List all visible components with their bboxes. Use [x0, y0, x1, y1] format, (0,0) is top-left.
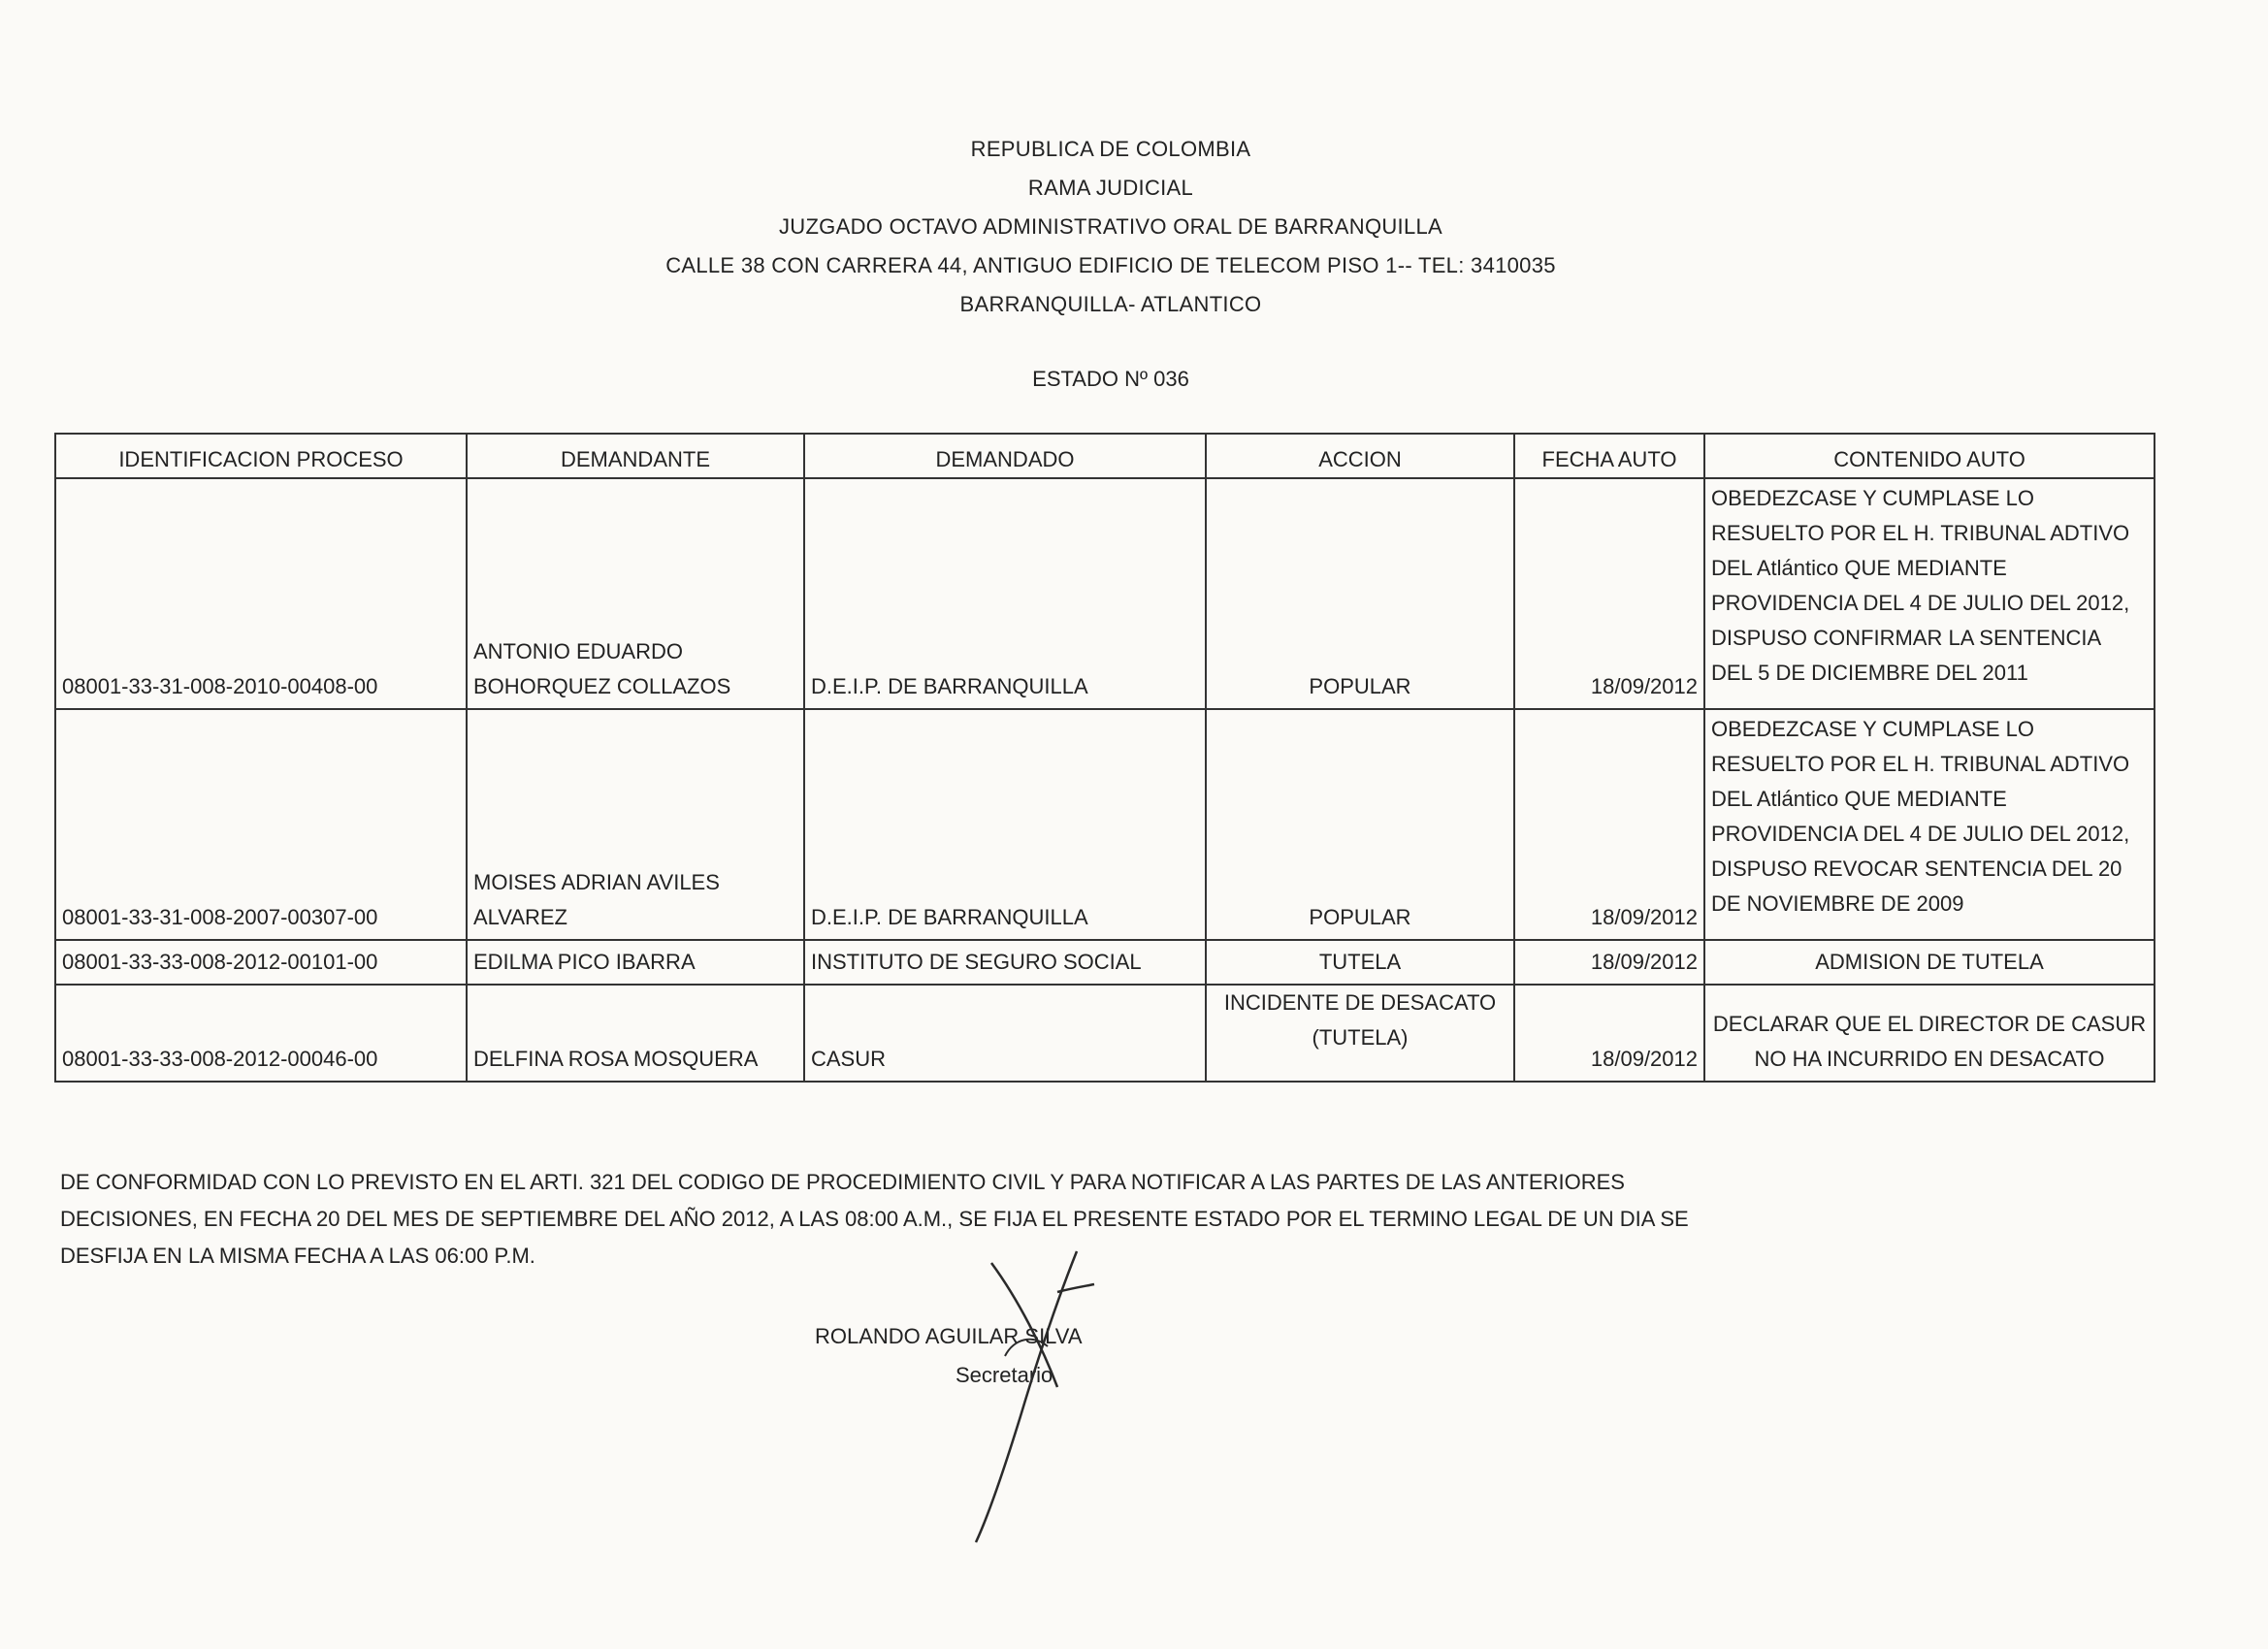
notice-line-3: DESFIJA EN LA MISMA FECHA A LAS 06:00 P.M.: [60, 1244, 535, 1268]
cell-contenido: ADMISION DE TUTELA: [1704, 940, 2155, 985]
handwritten-signature: [912, 1242, 1145, 1552]
col-header-demandante: DEMANDANTE: [467, 434, 804, 478]
estado-number: ESTADO Nº 036: [1032, 367, 1189, 391]
cell-fecha: 18/09/2012: [1514, 709, 1704, 940]
notice-line-1: DE CONFORMIDAD CON LO PREVISTO EN EL ARTI. 321 DEL CODIGO DE PROCEDIMIENTO CIVIL Y PARA NOTIFICAR A LAS PARTES DE LAS ANTERIORES: [60, 1170, 1625, 1194]
cell-fecha: 18/09/2012: [1514, 985, 1704, 1082]
cell-demandado: D.E.I.P. DE BARRANQUILLA: [804, 478, 1206, 709]
cell-contenido: OBEDEZCASE Y CUMPLASE LO RESUELTO POR EL H. TRIBUNAL ADTIVO DEL Atlántico QUE MEDIANTE PROVIDENCIA DEL 4 DE JULIO DEL 2012, DISPUSO REVOCAR SENTENCIA DEL 20 DE NOVIEMBRE DE 2009: [1704, 709, 2155, 940]
col-header-identificacion: IDENTIFICACION PROCESO: [55, 434, 467, 478]
cell-demandado: INSTITUTO DE SEGURO SOCIAL: [804, 940, 1206, 985]
cell-identificacion: 08001-33-33-008-2012-00101-00: [55, 940, 467, 985]
cell-demandante: EDILMA PICO IBARRA: [467, 940, 804, 985]
cell-contenido: DECLARAR QUE EL DIRECTOR DE CASUR NO HA INCURRIDO EN DESACATO: [1704, 985, 2155, 1082]
table-row: [55, 985, 2155, 1082]
cell-accion: POPULAR: [1206, 478, 1514, 709]
header-country: REPUBLICA DE COLOMBIA: [970, 137, 1251, 161]
header-court: JUZGADO OCTAVO ADMINISTRATIVO ORAL DE BARRANQUILLA: [778, 214, 1443, 239]
signer-role: Secretario: [956, 1363, 1053, 1387]
cell-accion: INCIDENTE DE DESACATO (TUTELA): [1206, 985, 1514, 1082]
document-header: [0, 130, 2221, 324]
table-row: [55, 940, 2155, 985]
cell-identificacion: 08001-33-31-008-2007-00307-00: [55, 709, 467, 940]
col-header-demandado: DEMANDADO: [804, 434, 1206, 478]
table-row: [55, 709, 2155, 940]
table-row: [55, 478, 2155, 709]
header-city: BARRANQUILLA- ATLANTICO: [959, 292, 1262, 316]
col-header-fecha: FECHA AUTO: [1514, 434, 1704, 478]
cell-demandado: CASUR: [804, 985, 1206, 1082]
cell-fecha: 18/09/2012: [1514, 940, 1704, 985]
cell-fecha: 18/09/2012: [1514, 478, 1704, 709]
cell-accion: POPULAR: [1206, 709, 1514, 940]
header-address: CALLE 38 CON CARRERA 44, ANTIGUO EDIFICIO DE TELECOM PISO 1-- TEL: 3410035: [665, 253, 1556, 277]
cell-demandante: DELFINA ROSA MOSQUERA: [467, 985, 804, 1082]
header-branch: RAMA JUDICIAL: [1027, 176, 1194, 200]
signer-name: ROLANDO AGUILAR SILVA: [815, 1324, 1083, 1348]
cell-accion: TUTELA: [1206, 940, 1514, 985]
cell-demandante: MOISES ADRIAN AVILES ALVAREZ: [467, 709, 804, 940]
col-header-accion: ACCION: [1206, 434, 1514, 478]
cell-demandado: D.E.I.P. DE BARRANQUILLA: [804, 709, 1206, 940]
cell-identificacion: 08001-33-33-008-2012-00046-00: [55, 985, 467, 1082]
cell-identificacion: 08001-33-31-008-2010-00408-00: [55, 478, 467, 709]
col-header-contenido: CONTENIDO AUTO: [1704, 434, 2155, 478]
table-header-row: [55, 434, 2155, 478]
estado-table: [54, 433, 2155, 1083]
cell-contenido: OBEDEZCASE Y CUMPLASE LO RESUELTO POR EL H. TRIBUNAL ADTIVO DEL Atlántico QUE MEDIANTE PROVIDENCIA DEL 4 DE JULIO DEL 2012, DISPUSO CONFIRMAR LA SENTENCIA DEL 5 DE DICIEMBRE DEL 2011: [1704, 478, 2155, 709]
notice-line-2: DECISIONES, EN FECHA 20 DEL MES DE SEPTIEMBRE DEL AÑO 2012, A LAS 08:00 A.M., SE FIJA EL PRESENTE ESTADO POR EL TERMINO LEGAL DE UN DIA SE: [60, 1207, 1689, 1231]
cell-demandante: ANTONIO EDUARDO BOHORQUEZ COLLAZOS: [467, 478, 804, 709]
